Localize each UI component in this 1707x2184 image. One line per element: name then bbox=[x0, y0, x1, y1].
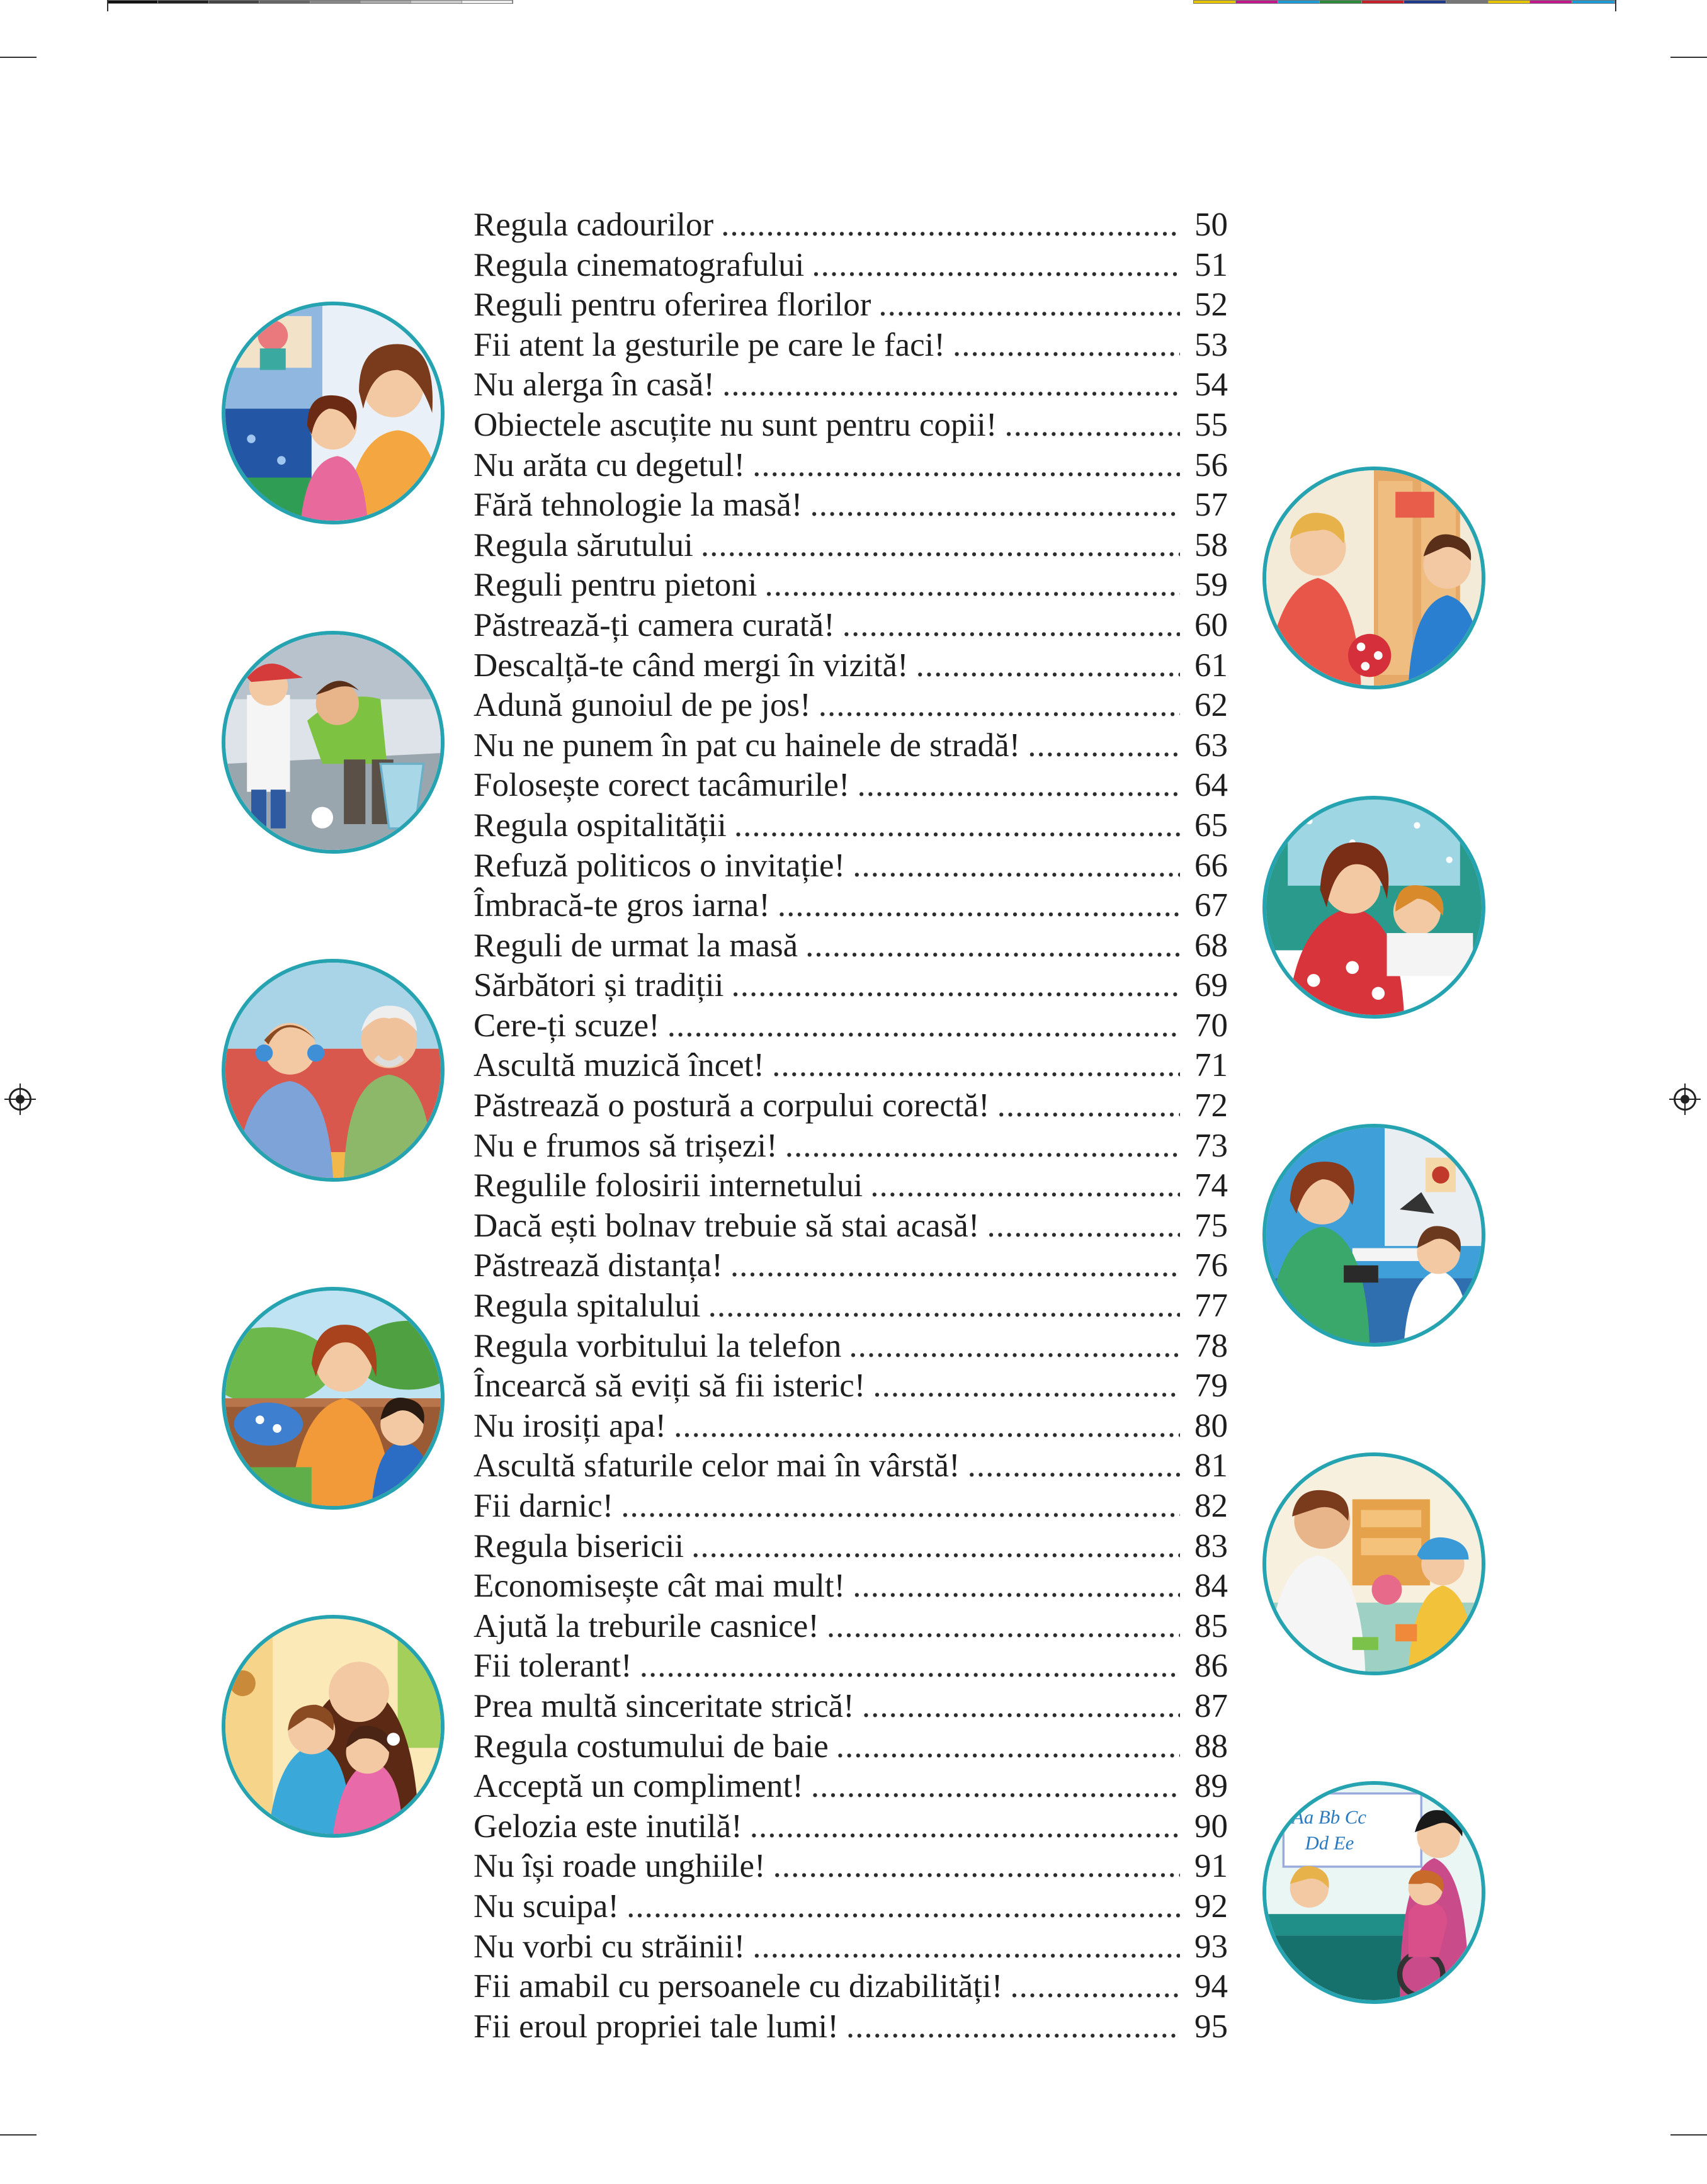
toc-entry-title: Nu scuipa! bbox=[474, 1887, 620, 1925]
toc-entry-title: Regulile folosirii internetului bbox=[474, 1167, 863, 1204]
toc-page-number: 69 bbox=[1194, 967, 1228, 1004]
toc-entry-title: Fii eroul propriei tale lumi! bbox=[474, 2008, 839, 2045]
toc-entry bbox=[474, 206, 1228, 246]
toc-entry-title: Dacă ești bolnav trebuie să stai acasă! bbox=[474, 1207, 980, 1244]
toc-entry bbox=[474, 1207, 1228, 1247]
toc-dot-leader bbox=[811, 1767, 1180, 1805]
toc-dot-leader bbox=[722, 366, 1180, 404]
toc-entry-title: Reguli pentru oferirea florilor bbox=[474, 286, 871, 324]
toc-dot-leader bbox=[857, 766, 1180, 804]
toc-entry-title: Prea multă sinceritate strică! bbox=[474, 1687, 854, 1724]
toc-dot-leader bbox=[853, 1567, 1180, 1605]
toc-entry-title: Fii amabil cu persoanele cu dizabilități! bbox=[474, 1968, 1003, 2005]
toc-entry bbox=[474, 1487, 1228, 1527]
crop-mark bbox=[0, 57, 37, 58]
toc-entry-title: Regula vorbitului la telefon bbox=[474, 1327, 842, 1364]
toc-entry-title: Refuză politicos o invitație! bbox=[474, 847, 846, 884]
toc-entry bbox=[474, 1527, 1228, 1568]
toc-dot-leader bbox=[849, 1327, 1180, 1365]
toc-entry-title: Încearcă să eviți să fii isteric! bbox=[474, 1367, 866, 1405]
toc-dot-leader bbox=[997, 1087, 1180, 1124]
crop-mark bbox=[1670, 2134, 1707, 2136]
toc-dot-leader bbox=[752, 1928, 1180, 1966]
toc-dot-leader bbox=[1005, 406, 1180, 444]
toc-page-number: 76 bbox=[1194, 1247, 1228, 1284]
alphabet-board-line2: Dd Ee bbox=[1305, 1832, 1354, 1854]
toc-dot-leader bbox=[853, 847, 1180, 885]
toc-page-number: 92 bbox=[1194, 1887, 1228, 1925]
toc-dot-leader bbox=[873, 1367, 1180, 1405]
toc-page-number: 80 bbox=[1194, 1407, 1228, 1444]
toc-dot-leader bbox=[836, 1728, 1180, 1765]
toc-page-number: 90 bbox=[1194, 1808, 1228, 1845]
toc-entry bbox=[474, 1327, 1228, 1367]
classroom-teacher-wheelchair-illustration bbox=[1262, 1781, 1485, 2004]
toc-page-number: 70 bbox=[1194, 1007, 1228, 1044]
toc-entry bbox=[474, 1127, 1228, 1167]
toc-entry bbox=[474, 1847, 1228, 1887]
toc-entry-title: Regula spitalului bbox=[474, 1287, 701, 1325]
toc-dot-leader bbox=[812, 246, 1180, 284]
toc-page-number: 82 bbox=[1194, 1488, 1228, 1524]
toc-entry bbox=[474, 766, 1228, 806]
toc-page-number: 72 bbox=[1194, 1087, 1228, 1124]
toc-entry-title: Îmbracă-te gros iarna! bbox=[474, 887, 770, 924]
crop-mark bbox=[0, 2134, 37, 2136]
toc-dot-leader bbox=[953, 326, 1180, 364]
toc-entry bbox=[474, 366, 1228, 406]
toc-page-number: 68 bbox=[1194, 927, 1228, 964]
toc-dot-leader bbox=[730, 1247, 1180, 1284]
toc-page-number: 86 bbox=[1194, 1648, 1228, 1685]
toc-entry-title: Nu își roade unghiile! bbox=[474, 1848, 766, 1885]
toc-page-number: 58 bbox=[1194, 526, 1228, 563]
toc-page-number: 87 bbox=[1194, 1687, 1228, 1724]
toc-entry bbox=[474, 406, 1228, 446]
toc-page-number: 52 bbox=[1194, 286, 1228, 324]
toc-entry bbox=[474, 1808, 1228, 1848]
color-bar-left bbox=[107, 0, 513, 4]
toc-entry bbox=[474, 246, 1228, 286]
toc-entry-title: Regula costumului de baie bbox=[474, 1728, 829, 1765]
toc-entry bbox=[474, 1367, 1228, 1407]
toc-entry-title: Regula cinematografului bbox=[474, 246, 805, 283]
toc-entry bbox=[474, 526, 1228, 567]
father-son-picking-up-trash-illustration bbox=[222, 631, 445, 854]
toc-entry bbox=[474, 566, 1228, 606]
toc-dot-leader bbox=[708, 1287, 1180, 1325]
toc-dot-leader bbox=[773, 1847, 1180, 1885]
toc-entry bbox=[474, 806, 1228, 847]
alphabet-board-line1: Aa Bb Cc bbox=[1292, 1806, 1366, 1828]
toc-entry-title: Fără tehnologie la masă! bbox=[474, 487, 803, 524]
mother-daughter-in-bed-winter-illustration bbox=[1262, 796, 1485, 1019]
toc-page-number: 54 bbox=[1194, 366, 1228, 404]
toc-entry bbox=[474, 1247, 1228, 1287]
teen-headphones-grandfather-illustration bbox=[222, 959, 445, 1182]
crop-mark bbox=[1670, 57, 1707, 58]
toc-entry bbox=[474, 847, 1228, 887]
toc-entry-title: Gelozia este inutilă! bbox=[474, 1808, 742, 1845]
toc-entry-title: Economisește cât mai mult! bbox=[474, 1568, 846, 1605]
toc-entry-title: Fii darnic! bbox=[474, 1488, 614, 1524]
toc-page-number: 83 bbox=[1194, 1527, 1228, 1564]
toc-page-number: 50 bbox=[1194, 207, 1228, 243]
toc-entry-title: Păstrează-ți camera curată! bbox=[474, 606, 835, 643]
toc-entry bbox=[474, 1447, 1228, 1487]
toc-page-number: 71 bbox=[1194, 1047, 1228, 1084]
toc-dot-leader bbox=[752, 446, 1180, 484]
toc-dot-leader bbox=[805, 927, 1180, 965]
toc-entry-title: Regula sărutului bbox=[474, 526, 693, 563]
toc-dot-leader bbox=[827, 1607, 1180, 1645]
toc-entry-title: Regula bisericii bbox=[474, 1527, 684, 1564]
toc-page-number: 59 bbox=[1194, 567, 1228, 604]
toc-dot-leader bbox=[1010, 1967, 1180, 2005]
toc-page-number: 55 bbox=[1194, 406, 1228, 443]
toc-dot-leader bbox=[764, 566, 1180, 604]
mother-boy-garden-illustration bbox=[222, 1287, 445, 1510]
toc-entry bbox=[474, 486, 1228, 526]
toc-page-number: 91 bbox=[1194, 1848, 1228, 1885]
toc-page-number: 53 bbox=[1194, 326, 1228, 363]
toc-page-number: 51 bbox=[1194, 246, 1228, 283]
toc-entry-title: Reguli de urmat la masă bbox=[474, 927, 798, 964]
toc-page-number: 85 bbox=[1194, 1607, 1228, 1644]
toc-entry-title: Nu alerga în casă! bbox=[474, 366, 715, 404]
toc-entry bbox=[474, 647, 1228, 687]
toc-entry bbox=[474, 727, 1228, 767]
toc-page-number: 65 bbox=[1194, 806, 1228, 844]
toc-page-number: 63 bbox=[1194, 727, 1228, 764]
toc-entry bbox=[474, 1167, 1228, 1207]
toc-dot-leader bbox=[721, 206, 1180, 244]
toc-dot-leader bbox=[640, 1647, 1180, 1685]
toc-dot-leader bbox=[1028, 727, 1180, 764]
toc-dot-leader bbox=[810, 486, 1180, 524]
toc-entry bbox=[474, 1647, 1228, 1687]
toc-entry bbox=[474, 1687, 1228, 1728]
toc-entry bbox=[474, 1287, 1228, 1327]
toc-entry-title: Păstrează distanța! bbox=[474, 1247, 723, 1284]
toc-entry-title: Acceptă un compliment! bbox=[474, 1768, 803, 1805]
toc-dot-leader bbox=[862, 1687, 1180, 1725]
toc-entry-title: Fii tolerant! bbox=[474, 1648, 632, 1685]
toc-dot-leader bbox=[870, 1167, 1180, 1204]
toc-dot-leader bbox=[772, 1046, 1180, 1084]
toc-page-number: 56 bbox=[1194, 446, 1228, 484]
toc-dot-leader bbox=[846, 2008, 1180, 2045]
toc-entry-title: Ascultă sfaturile celor mai în vârstă! bbox=[474, 1447, 960, 1485]
toc-dot-leader bbox=[691, 1527, 1180, 1565]
toc-entry bbox=[474, 1967, 1228, 2008]
toc-entry-title: Ajută la treburile casnice! bbox=[474, 1607, 819, 1644]
toc-dot-leader bbox=[878, 286, 1180, 324]
toc-entry-title: Descalță-te când mergi în vizită! bbox=[474, 647, 909, 684]
mother-daughter-toy-shelf-illustration bbox=[222, 302, 445, 524]
toc-entry-title: Regula ospitalității bbox=[474, 806, 727, 844]
mother-boy-desk-lamp-illustration bbox=[1262, 1124, 1485, 1347]
toc-dot-leader bbox=[734, 806, 1180, 844]
toc-dot-leader bbox=[778, 886, 1180, 924]
crop-mark bbox=[1615, 0, 1616, 11]
toc-entry bbox=[474, 1007, 1228, 1047]
toc-page-number: 78 bbox=[1194, 1327, 1228, 1364]
toc-dot-leader bbox=[750, 1808, 1180, 1845]
toc-entry bbox=[474, 966, 1228, 1007]
toc-entry bbox=[474, 886, 1228, 927]
toc-dot-leader bbox=[987, 1207, 1180, 1245]
father-boy-playing-floor-illustration bbox=[1262, 1452, 1485, 1675]
toc-page-number: 79 bbox=[1194, 1367, 1228, 1405]
toc-entry-title: Nu irosiți apa! bbox=[474, 1407, 667, 1444]
toc-entry bbox=[474, 1887, 1228, 1928]
registration-mark bbox=[9, 1088, 31, 1111]
toc-dot-leader bbox=[674, 1407, 1180, 1445]
toc-entry bbox=[474, 2008, 1228, 2048]
toc-dot-leader bbox=[842, 606, 1180, 644]
toc-page-number: 60 bbox=[1194, 606, 1228, 643]
toc-page-number: 95 bbox=[1194, 2008, 1228, 2045]
toc-entry bbox=[474, 446, 1228, 487]
toc-entry bbox=[474, 1407, 1228, 1447]
toc-entry bbox=[474, 326, 1228, 366]
table-of-contents bbox=[474, 206, 1228, 2047]
toc-entry-title: Păstrează o postură a corpului corectă! bbox=[474, 1087, 990, 1124]
toc-page-number: 74 bbox=[1194, 1167, 1228, 1204]
toc-dot-leader bbox=[627, 1887, 1180, 1925]
toc-dot-leader bbox=[701, 526, 1180, 564]
toc-dot-leader bbox=[731, 966, 1180, 1004]
toc-entry bbox=[474, 606, 1228, 647]
toc-entry-title: Fii atent la gesturile pe care le faci! bbox=[474, 326, 945, 363]
toc-entry-title: Nu arăta cu degetul! bbox=[474, 446, 746, 484]
toc-page-number: 64 bbox=[1194, 767, 1228, 804]
toc-dot-leader bbox=[968, 1447, 1180, 1485]
toc-page-number: 94 bbox=[1194, 1968, 1228, 2005]
toc-page-number: 77 bbox=[1194, 1287, 1228, 1325]
toc-dot-leader bbox=[667, 1007, 1180, 1044]
toc-entry bbox=[474, 1767, 1228, 1808]
color-bar-right bbox=[1193, 0, 1615, 4]
toc-page-number: 62 bbox=[1194, 687, 1228, 724]
toc-entry-title: Sărbători și tradiții bbox=[474, 967, 724, 1004]
toc-dot-leader bbox=[785, 1127, 1180, 1165]
toc-dot-leader bbox=[621, 1487, 1180, 1525]
toc-entry bbox=[474, 286, 1228, 326]
toc-page-number: 66 bbox=[1194, 847, 1228, 884]
toc-entry-title: Folosește corect tacâmurile! bbox=[474, 767, 850, 804]
toc-entry-title: Nu ne punem în pat cu hainele de stradă! bbox=[474, 727, 1021, 764]
toc-page-number: 93 bbox=[1194, 1928, 1228, 1965]
toc-entry-title: Reguli pentru pietoni bbox=[474, 567, 757, 604]
mother-hugging-children-illustration bbox=[222, 1615, 445, 1838]
toc-dot-leader bbox=[916, 647, 1180, 684]
toc-entry bbox=[474, 1728, 1228, 1768]
boys-wardrobe-ball-illustration bbox=[1262, 467, 1485, 689]
toc-page-number: 67 bbox=[1194, 887, 1228, 924]
toc-page-number: 88 bbox=[1194, 1728, 1228, 1765]
toc-entry bbox=[474, 1567, 1228, 1607]
toc-page-number: 57 bbox=[1194, 487, 1228, 524]
toc-dot-leader bbox=[819, 686, 1180, 724]
toc-page-number: 61 bbox=[1194, 647, 1228, 684]
toc-entry-title: Cere-ți scuze! bbox=[474, 1007, 660, 1044]
toc-entry-title: Ascultă muzică încet! bbox=[474, 1047, 765, 1084]
toc-entry-title: Nu vorbi cu străinii! bbox=[474, 1928, 746, 1965]
toc-entry bbox=[474, 1087, 1228, 1127]
toc-entry bbox=[474, 1046, 1228, 1087]
registration-mark bbox=[1674, 1088, 1696, 1111]
toc-page-number: 81 bbox=[1194, 1447, 1228, 1485]
toc-entry-title: Obiectele ascuțite nu sunt pentru copii! bbox=[474, 406, 997, 443]
toc-page-number: 75 bbox=[1194, 1207, 1228, 1244]
toc-entry bbox=[474, 927, 1228, 967]
toc-entry-title: Regula cadourilor bbox=[474, 207, 714, 243]
toc-page-number: 89 bbox=[1194, 1768, 1228, 1805]
toc-entry bbox=[474, 1607, 1228, 1648]
toc-entry bbox=[474, 1928, 1228, 1968]
crop-mark bbox=[107, 0, 108, 11]
toc-page-number: 73 bbox=[1194, 1127, 1228, 1164]
toc-page-number: 84 bbox=[1194, 1568, 1228, 1605]
toc-entry bbox=[474, 686, 1228, 727]
toc-entry-title: Nu e frumos să trișezi! bbox=[474, 1127, 778, 1164]
toc-entry-title: Adună gunoiul de pe jos! bbox=[474, 687, 811, 724]
